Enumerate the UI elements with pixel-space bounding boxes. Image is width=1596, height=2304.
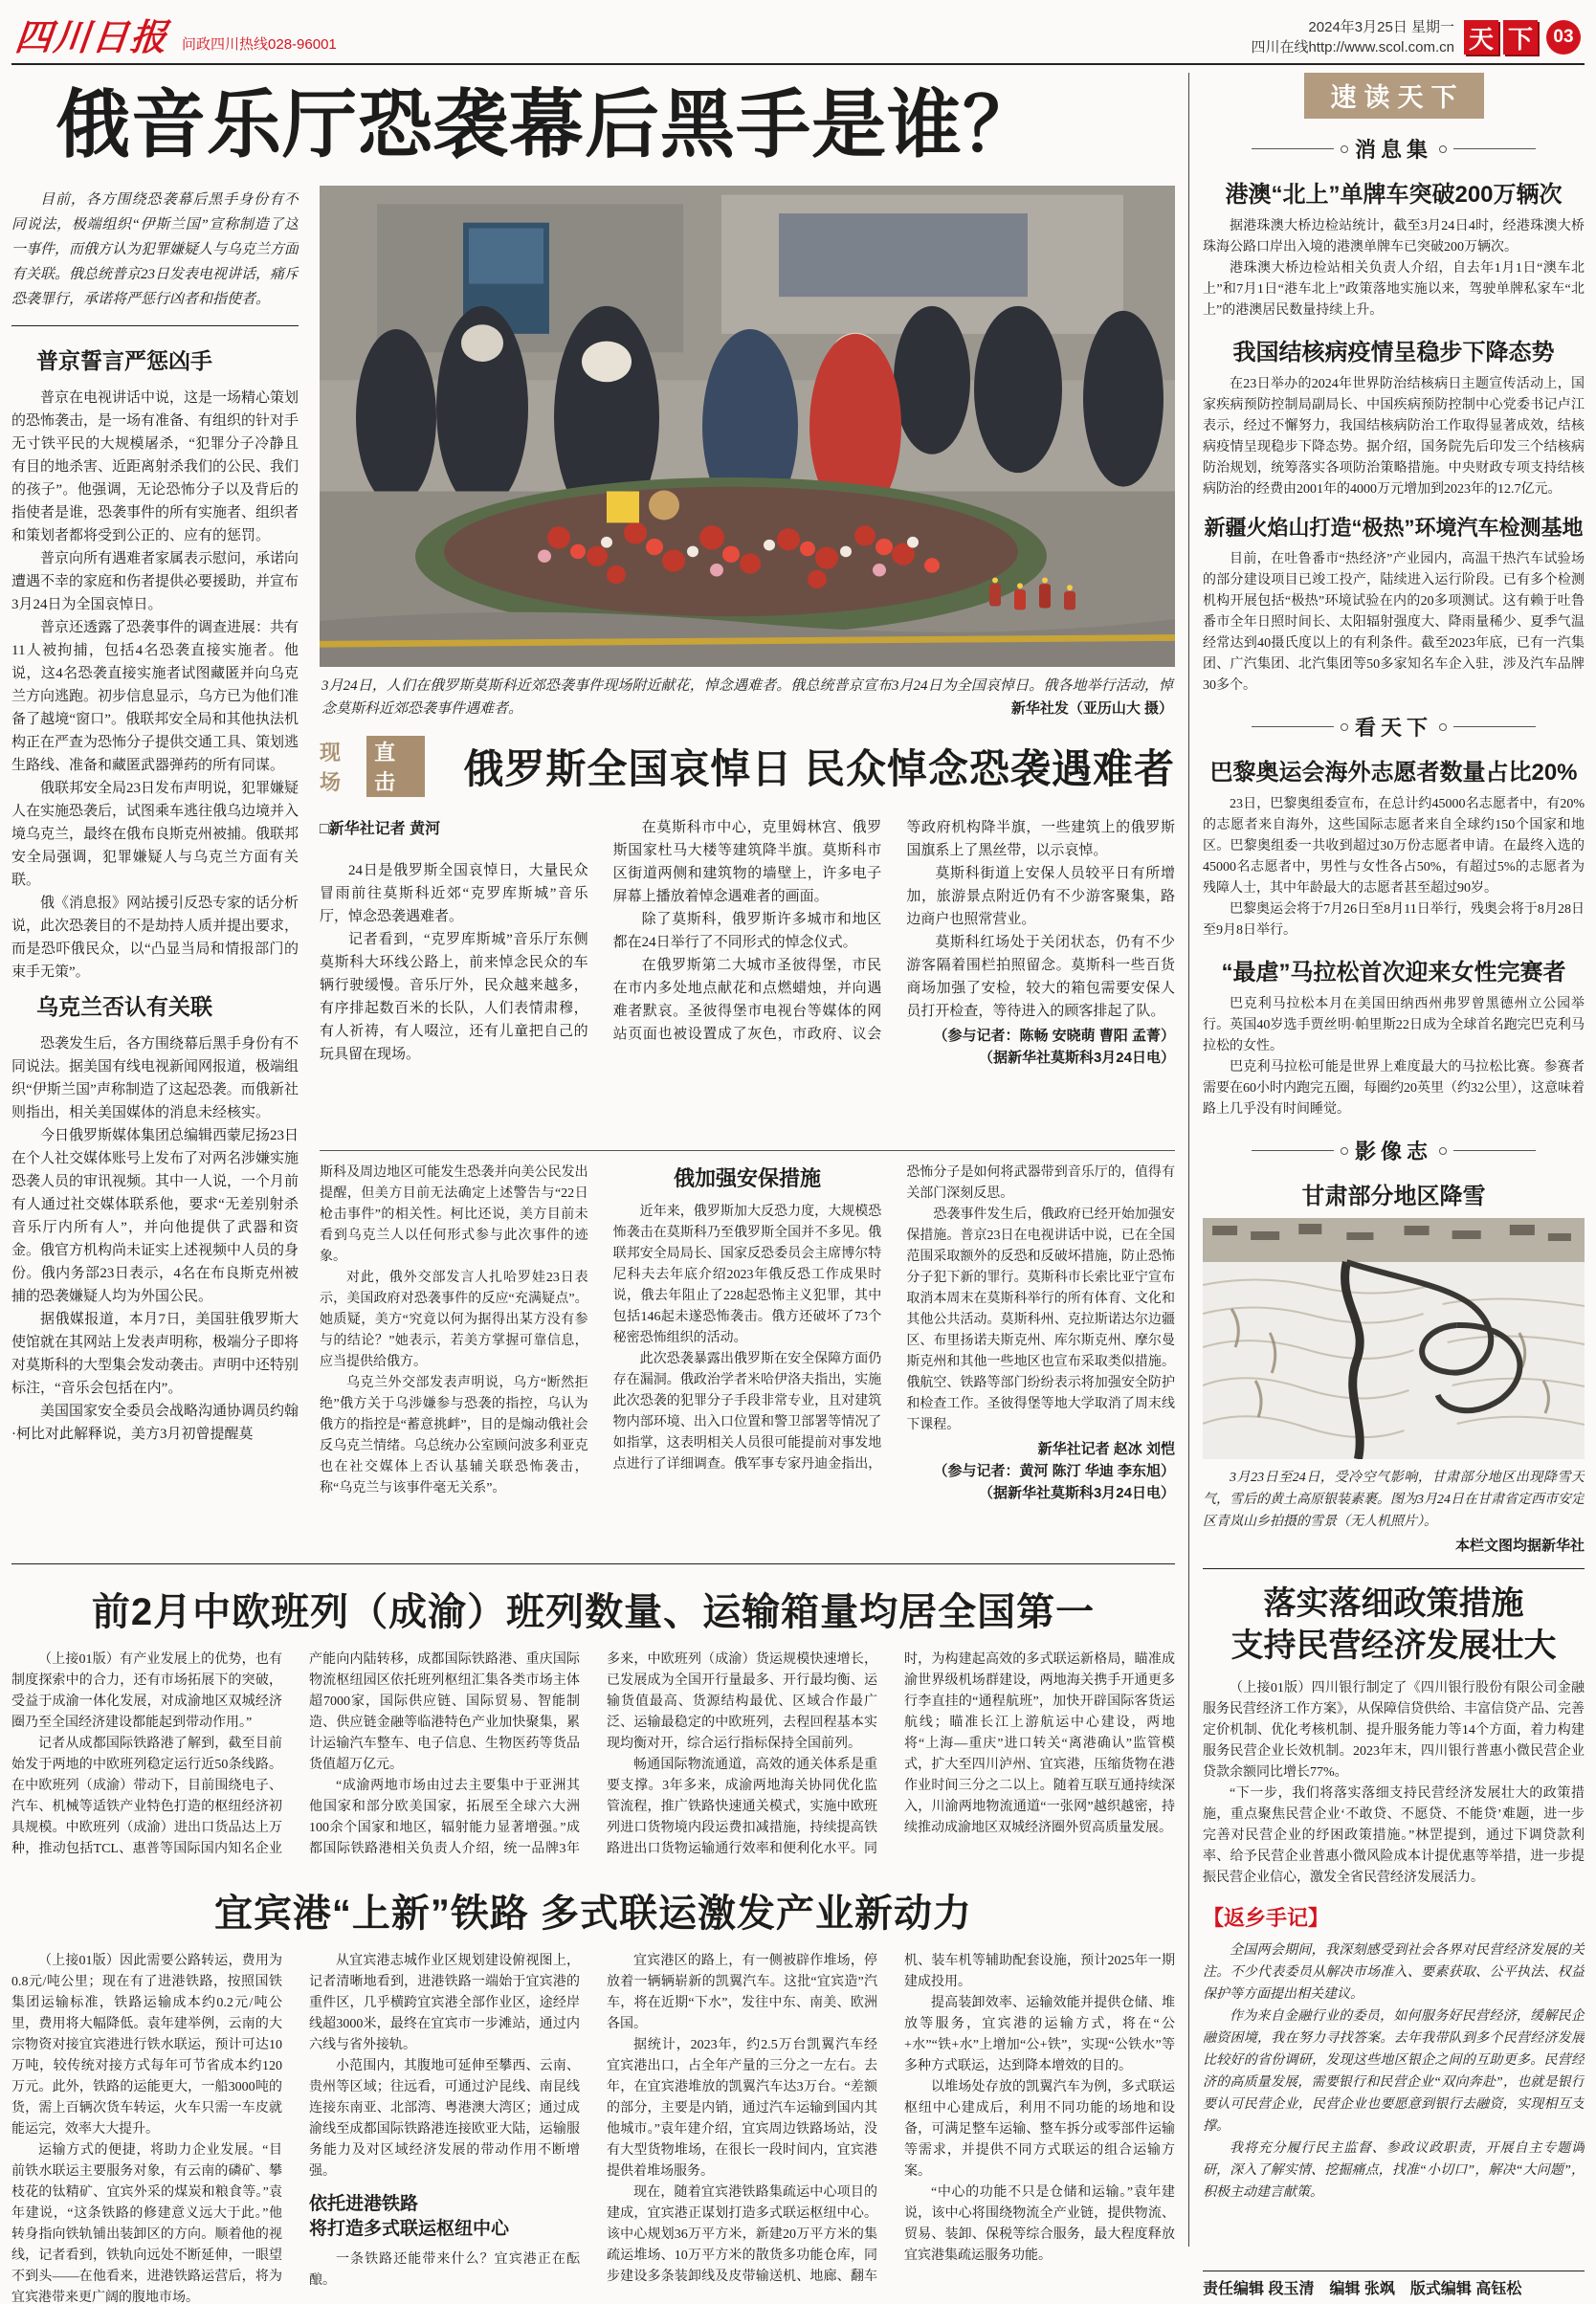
- scene-tag-left: 现场: [320, 741, 344, 795]
- body-paragraph: 近年来，俄罗斯加大反恐力度，大规模恐怖袭击在莫斯科乃至俄罗斯全国并不多见。俄联邦安全局局长、国家反恐委员会主席博尔特尼科夫去年底介绍2023年俄反恐工作成果时说，俄去年阻止了228起恐怖主义犯罪，其中包括146起未遂恐怖袭击。俄方还破坏了73个秘密恐怖组织的活动。: [612, 1205, 882, 1346]
- subhead-security: 俄加强安保措施: [673, 1166, 821, 1191]
- sidebar-footer: [1203, 2271, 1585, 2304]
- bottom-article-port: [11, 1883, 1175, 2304]
- body-paragraph: 提高装卸效率、运输效能并提供仓储、堆放等服务，宜宾港的运输方式，将在“公+水”“铁+水”上增加“公+铁”，实现“公铁水”等多种方式联运，达到降本增效的目的。: [904, 1996, 1175, 2073]
- body-paragraph: 今日俄罗斯媒体集团总编辑西蒙尼扬23日在个人社交媒体账号上发布了对两名涉嫌实施恐袭人员的审讯视频。其中一人说，一个月前有人通过社交媒体联系他，要求“无差别射杀音乐厅内所有人”，并向他提供了武器和资金。俄官方机构尚未证实上述视频中人员的身份。俄内务部23日表示，4名在布良斯克州被捕的恐袭嫌疑人均为外国公民。: [11, 1128, 299, 1304]
- biz-headline-line2: 支持民营经济发展壮大: [1230, 1628, 1557, 1664]
- body-paragraph: 据统计，2023年，约2.5万台凯翼汽车经宜宾港出口，占全年产量的三分之一左右。去年，在宜宾港堆放的凯翼汽车达3万台。“差额的部分，主要是内销，通过汽车运输到国内其他城市。”袁年建介绍，宜宾周边铁路场站，没有大型货物堆场，在很长一段时间内，宜宾港提供着堆场服务。: [607, 2038, 877, 2179]
- subhead-ukraine: 乌克兰否认有关联: [36, 994, 212, 1019]
- body-paragraph: 俄联邦安全局23日发布声明说，犯罪嫌疑人在实施恐袭后，试图乘车逃往俄乌边境并入境乌克兰，最终在俄布良斯克州被捕。俄联邦安全局强调，犯罪嫌疑人与乌克兰方面有关联。: [11, 781, 299, 888]
- body-paragraph: 在23日举办的2024年世界防治结核病日主题宣传活动上，国家疾病预防控制局副局长、中国疾病预防控制中心党委书记卢江表示，经过不懈努力，我国结核病防治工作取得显著成效，结核病疫情呈现稳步下降态势。据介绍，国务院先后印发三个结核病防治规划，统筹落实各项防治策略措施。中央财政专项支持结核病防治的经费由2001年的4000万元增加到2023年的12.7亿元。: [1203, 377, 1585, 497]
- port-subhead-line2: 将打造多式联运枢纽中心: [309, 2219, 510, 2239]
- main-signature-source: （据新华社莫斯科3月24日电）: [978, 1485, 1175, 1502]
- decor-line: [1453, 148, 1536, 149]
- image-story-caption: 3月23日至24日，受冷空气影响，甘肃部分地区出现降雪天气，雪后的黄土高原银装素裹。图为3月24日在甘肃省定西市安定区青岚山乡拍摄的雪景（无人机照片）。: [1203, 1471, 1585, 1529]
- biz-headline: [1203, 1583, 1585, 1667]
- section-badges: [1464, 20, 1581, 55]
- snow-photo: [1203, 1218, 1585, 1459]
- port-subhead-line1: 依托进港铁路: [309, 2194, 419, 2214]
- newspaper-logo: 四川日报: [12, 18, 171, 58]
- port-headline: 宜宾港“上新”铁路 多式联运激发产业新动力: [213, 1893, 973, 1935]
- decor-line: [1453, 1150, 1536, 1151]
- body-paragraph: 小范围内，其腹地可延伸至攀西、云南、贵州等区域；往远看，可通过沪昆线、南昆线连接东南亚、北部湾、粤港澳大湾区；通过成渝线至成都国际铁路港连接欧亚大陆，运输服务能力及对区域经济发展的带动作用不断增强。: [309, 2059, 580, 2179]
- body-paragraph: （上接01版）因此需要公路转运，费用为0.8元/吨公里；现在有了进港铁路，按照国铁集团运输标准，铁路运输成本约0.2元/吨公里，费用将大幅降低。袁年建举例，云南的大宗物资对接宜宾港进行铁水联运，预计可达10万吨，较传统对接方式每年可节省成本约120万元。此外，铁路的运能更大，一船3000吨的货，需上百辆次货车转运，火车只需一车皮就能运完，效率大大提升。: [11, 1954, 282, 2137]
- group-header-world: [1203, 712, 1585, 742]
- port-columns: [11, 1951, 1175, 2304]
- bottom-article-rail: [11, 1582, 1175, 1866]
- decor-dot: [1439, 723, 1447, 731]
- body-paragraph: 恐袭发生后，各方围绕幕后黑手身份有不同说法。据美国有线电视新闻网报道，极端组织“伊斯兰国”声称制造了这起恐袭。而俄新社则指出，相关美国媒体的消息未经核实。: [11, 1036, 299, 1120]
- decor-dot: [1439, 145, 1447, 153]
- issue-date: 2024年3月25日 星期一: [1308, 19, 1454, 35]
- body-paragraph: （上接01版）四川银行制定了《四川银行股份有限公司金融服务民营经济工作方案》，从保障信贷供给、丰富信贷产品、完善定价机制、优化考核机制、提升服务能力等14个方面，着力构建服务民营企业长效机制。2023年末，四川银行普惠小微民营企业贷款余额同比增长77%。: [1203, 1681, 1585, 1780]
- scene-signature-source: （据新华社莫斯科3月24日电）: [978, 1050, 1175, 1067]
- body-paragraph: 恐袭事件发生后，俄政府已经开始加强安保措施。普京23日在电视讲话中说，已在全国范围采取额外的反恐和反破坏措施，防止恐怖分子犯下新的罪行。莫斯科市长索比亚宁宣布取消本周末在莫斯科举行的所有体育、文化和其他公共活动。莫斯科州、克拉斯诺达尔边疆区、布里扬诺夫斯克州、库尔斯克州、摩尔曼斯克州和其他一些地区也宣布采取类似措施。俄航空、铁路等部门纷纷表示将加强安全防护和检查工作。圣彼得堡等地大学取消了周末线下课程。: [906, 1207, 1175, 1433]
- memorial-photo: [320, 186, 1175, 667]
- scene-signature-participants: （参与记者：陈畅 安晓萌 曹阳 孟菁）: [933, 1028, 1175, 1045]
- body-paragraph: 一条铁路还能带来什么？宜宾港正在酝酿。: [309, 2252, 580, 2288]
- scene-article-columns: [320, 816, 1175, 1137]
- image-story-headline: 甘肃部分地区降雪: [1301, 1184, 1486, 1209]
- main-area: [11, 65, 1175, 2304]
- main-headline: 俄音乐厅恐袭幕后黑手是谁？: [55, 82, 1039, 166]
- body-paragraph: 港珠澳大桥边检站相关负责人介绍，自去年1月1日“澳车北上”和7月1日“港车北上”政策落地实施以来，驾驶单牌私家车“北上”的港澳居民数量持续上升。: [1203, 261, 1585, 318]
- group-title: 影像志: [1354, 1140, 1432, 1163]
- body-paragraph: 斯科及周边地区可能发生恐袭并向美公民发出提醒，但美方目前无法确定上述警告与“22日枪击事件”的相关性。柯比还说，美方目前未看到乌克兰人以任何形式参与此次事件的迹象。: [320, 1165, 588, 1265]
- body-paragraph: 莫斯科街道上安保人员较平日有所增加，旅游景点附近仍有不少游客聚集，路边商户也照常营业。: [906, 866, 1175, 928]
- scene-tag-right: 直击: [366, 736, 425, 797]
- scene-byline: □新华社记者 黄河: [320, 821, 441, 838]
- body-paragraph: 普京在电视讲话中说，这是一场精心策划的恐怖袭击，是一场有准备、有组织的针对手无寸铁平民的大规模屠杀，“犯罪分子冷静且有目的地杀害、近距离射杀我们的公民、我们的孩子”。他强调，无论恐怖分子以及背后的指使者是谁，恐袭事件的所有实施者、组织者和策划者都将受到公正的、应有的惩罚。: [11, 390, 299, 543]
- news-headline: “最虐”马拉松首次迎来女性完赛者: [1221, 960, 1566, 986]
- body-paragraph: 对此，俄外交部发言人扎哈罗娃23日表示，美国政府对恐袭事件的反应“充满疑点”。她质疑，美方“究竟以何为据得出某方没有参与的结论？”她表示，若美方掌握可靠信息，应当提供给俄方。: [320, 1271, 588, 1370]
- lead-paragraph: 目前，各方围绕恐袭幕后黑手身份有不同说法，极端组织“伊斯兰国”宣称制造了这一事件，而俄方认为犯罪嫌疑人与乌克兰方面有关联。俄总统普京23日发表电视讲话，痛斥恐袭罪行，承诺将严惩行凶者和指使者。: [11, 192, 299, 307]
- main-article-left-column: [11, 186, 299, 1552]
- news-headline: 巴黎奥运会海外志愿者数量占比20%: [1209, 760, 1578, 786]
- body-paragraph: 记者从成都国际铁路港了解到，截至目前始发于两地的中欧班列稳定运行近50条线路。在中欧班列（成渝）带动下，目前围绕电子、汽车、机械等适铁产业特色打造的枢纽经济初具规模。中欧班列（成渝）进出口货品达上万种，推动包括TCL、惠普等国际国内知名企业产能向内陆转移，成都国际铁路港、重庆国际物流枢纽园区依托班列枢纽汇集各类市场主体超7000家，国际供应链、国际贸易、智能制造、供应链金融等临港特色产业加快聚集，累计运输汽车整车、电子信息、生物医药等货品货值超万亿元。: [11, 1652, 580, 1856]
- section-badge-char2: 下: [1503, 20, 1538, 55]
- body-paragraph: 现在，随着宜宾港铁路集疏运中心项目的建成，宜宾港正谋划打造多式联运枢纽中心。该中心规划36万平方米，新建20万平方米的集疏运堆场、10万平方米的散货多功能仓库，同步建设多条装卸线及皮带输送机、地廊、翻车机、装车机等辅助配套设施，预计2025年一期建成投用。: [607, 1954, 1175, 2284]
- bottom-section-rule: [11, 1563, 1175, 1564]
- body-paragraph: 在俄罗斯第二大城市圣彼得堡，市民在市内多处地点献花和点燃蜡烛，并向遇难者默哀。圣彼得堡市电视台等媒体的网站页面也被设置成了灰色，市政府、议会等政府机构降半旗，一些建筑上的俄罗斯国旗系上了黑丝带，以示哀悼。: [612, 820, 1175, 1043]
- group-header-news: [1203, 134, 1585, 164]
- sidebar: [1203, 65, 1585, 2304]
- body-paragraph: 24日是俄罗斯全国哀悼日，大量民众冒雨前往莫斯科近郊“克罗库斯城”音乐厅，悼念恐袭遇难者。: [320, 863, 588, 925]
- body-paragraph: 畅通国际物流通道，高效的通关体系是重要支撑。3年多来，成渝两地海关协同优化监管流程，推广铁路快速通关模式，实施中欧班列进口货物境内段运费扣减措施，持续提高铁路进出口货物运输通行效率和便利化水平。同时，为构建起高效的多式联运新格局，瞄准成渝世界级机场群建设，两地海关携手开通更多行李直挂的“通程航班”，加快开辟国际客货运航线；瞄准长江上游航运中心建设，两地将“上海—重庆”进口转关“离港确认”监管模式，扩大至四川泸州、宜宾港，压缩货物在港作业时间三分之二以上。随着互联互通持续深入，川渝两地物流通道“一张网”越织越密，持续推动成渝地区双城经济圈外贸高质量发展。: [607, 1652, 1175, 1856]
- sidebar-article-rule: [1203, 1568, 1585, 1569]
- footer-editors: 责任编辑 段玉清 编辑 张飒 版式编辑 高钰松: [1203, 2281, 1522, 2297]
- body-paragraph: “成渝两地市场由过去主要集中于亚洲其他国家和部分欧美国家，拓展至全球六大洲100余个国家和地区，辐射能力显著增强。”成都国际铁路港相关负责人介绍，统一品牌3年多来，中欧班列（成渝）货运规模快速增长，已发展成为全国开行量最多、开行最均衡、运输货值最高、货源结构最优、区域合作最广泛、运输最稳定的中欧班列，去程回程基本实现均衡对开，综合运行指标保持全国前列。: [309, 1652, 877, 1856]
- body-paragraph: 23日，巴黎奥组委宣布，在总计约45000名志愿者中，有20%的志愿者来自海外，这些国际志愿者来自全球约150个国家和地区。巴黎奥组委一共收到超过30万份志愿者申请。在最终入选的45000名志愿者中，男性与女性各占50%，有超过5%的志愿者为残障人士，其中年龄最大的志愿者甚至超过90岁。: [1203, 797, 1585, 896]
- decor-line: [1252, 148, 1334, 149]
- body-paragraph: 巴黎奥运会将于7月26日至8月11日举行，残奥会将于8月28日至9月8日举行。: [1203, 902, 1585, 938]
- body-paragraph: 除了莫斯科，俄罗斯许多城市和地区都在24日举行了不同形式的悼念仪式。: [612, 912, 882, 951]
- group-header-image: [1203, 1136, 1585, 1165]
- main-signature-reporter: 新华社记者 赵冰 刘恺: [1037, 1441, 1175, 1458]
- scene-bottom-rule: [320, 1150, 1175, 1151]
- decor-line: [1252, 726, 1334, 727]
- port-subhead: [309, 2192, 580, 2242]
- news-headline: 新疆火焰山打造“极热”环境汽车检测基地: [1204, 516, 1584, 540]
- body-paragraph: 乌克兰外交部发表声明说，乌方“断然拒绝”俄方关于乌涉嫌参与恐袭的指控，乌认为俄方的指控是“蓄意挑衅”，目的是煽动俄社会反乌克兰情绪。乌总统办公室顾问波多利亚克也在社交媒体上否认基辅关联恐怖袭击，称“乌克兰与该事件毫无关系”。: [320, 1376, 588, 1496]
- photo-zone: [320, 186, 1175, 1552]
- body-paragraph: 运输方式的便捷，将助力企业发展。“目前铁水联运主要服务对象，有云南的磷矿、攀枝花的钛精矿、宜宾外采的煤炭和粮食等。”袁年建说，“这条铁路的修建意义远大于此。”他转身指向铁轨铺出装卸区的方向。顺着他的视线，记者看到，铁轨向远处不断延伸，一眼望不到头——在他看来，进港铁路运营后，将为宜宾港带来更广阔的腹地市场。: [11, 2143, 282, 2304]
- masthead-left: [12, 18, 337, 58]
- decor-line: [1252, 1150, 1334, 1151]
- body-paragraph: 目前，在吐鲁番市“热经济”产业园内，高温干热汽车试验场的部分建设项目已竣工投产，陆续进入运行阶段。已有多个检测机构开展包括“极热”环境试验在内的20多项测试。这有赖于吐鲁番市全年日照时间长、太阳辐射强度大、降雨量稀少、夏季气温经常达到40摄氏度以上的有利条件。截至2023年底，已有一汽集团、广汽集团、北汽集团等50多家知名车企入驻，涉及汽车品牌30多个。: [1203, 552, 1585, 693]
- image-story-credit: 本栏文图均据新华社: [1454, 1538, 1585, 1554]
- body-paragraph: 巴克利马拉松本月在美国田纳西州弗罗曾黑德州立公园举行。英国40岁选手贾丝明·帕里斯22日成为全球首名跑完巴克利马拉松的女性。: [1203, 997, 1585, 1053]
- section-divider: [11, 325, 299, 326]
- decor-dot: [1341, 1147, 1348, 1155]
- body-paragraph: 在莫斯科市中心，克里姆林宫、俄罗斯国家杜马大楼等建筑降半旗。莫斯科市区街道两侧和建筑物的墙壁上，许多电子屏幕上播放着悼念遇难者的画面。: [612, 820, 882, 905]
- scene-article-header: [320, 736, 1175, 797]
- body-paragraph: 据俄媒报道，本月7日，美国驻俄罗斯大使馆就在其网站上发表声明称，极端分子即将对莫斯科的大型集会发动袭击。声明中还特别标注，“音乐会包括在内”。: [11, 1312, 299, 1396]
- note-paragraph: 全国两会期间，我深刻感受到社会各界对民营经济发展的关注。不少代表委员从解决市场准入、要素获取、公平执法、权益保护等方面提出相关建议。: [1203, 1943, 1585, 2002]
- page-number-badge: 03: [1546, 20, 1581, 55]
- top-zone: [11, 186, 1175, 1552]
- body-paragraph: 俄《消息报》网站援引反恐专家的话分析说，此次恐袭目的不是劫持人质并提出要求，而是恐吓俄民众，以“凸显当局和情报部门的束手无策”。: [11, 896, 299, 980]
- body-paragraph: 巴克利马拉松可能是世界上难度最大的马拉松比赛。参赛者需要在60小时内跑完五圈，每圈约20英里（约32公里），这意味着路上几乎没有时间睡觉。: [1203, 1060, 1585, 1117]
- site-url: 四川在线http://www.scol.com.cn: [1251, 39, 1454, 55]
- subhead-putin: 普京誓言严惩凶手: [36, 348, 212, 373]
- body-paragraph: 以堆场处存放的凯翼汽车为例，多式联运枢纽中心建成后，利用不同功能的场地和设备，可满足整车运输、整车拆分或零部件运输等需求，并提供不同方式联运的组合运输方案。: [904, 2080, 1175, 2179]
- scene-headline: 俄罗斯全国哀悼日 民众悼念恐袭遇难者: [463, 746, 1175, 792]
- body-paragraph: （上接01版）有产业发展上的优势，也有制度探索中的合力，还有市场拓展下的突破，受益于成渝一体化发展，对成渝地区双城经济圈乃至全国经济建设都能起到带动作用。”: [11, 1652, 282, 1730]
- rail-headline: 前2月中欧班列（成渝）班列数量、运输箱量均居全国第一: [91, 1591, 1096, 1633]
- body-paragraph: 莫斯科红场处于关闭状态，仍有不少游客隔着围栏拍照留念。莫斯科一些百货商场加强了安检，较大的箱包需要安保人员打开检查，等待进入的顾客排起了队。: [906, 935, 1175, 1020]
- scene-tag: [320, 736, 425, 797]
- body-paragraph: 普京还透露了恐袭事件的调查进展：共有11人被拘捕，包括4名恐袭直接实施者。他说，这4名恐袭直接实施者试图藏匿并向乌克兰方向逃跑。初步信息显示，乌方已为他们准备了越境“窗口”。俄联邦安全局和其他执法机构正在严查为恐怖分子提供交通工具、策划逃生路线、准备和藏匿武器弹药的所有同谋。: [11, 620, 299, 773]
- body-paragraph: 宜宾港区的路上，有一侧被辟作堆场，停放着一辆辆崭新的凯翼汽车。这批“宜宾造”汽车，将在近期“下水”，发往中东、南美、欧洲各国。: [607, 1954, 877, 2031]
- sidebar-title-box: 速读天下: [1304, 73, 1484, 119]
- decor-dot: [1341, 723, 1348, 731]
- section-badge-char1: 天: [1464, 20, 1498, 55]
- hotline-text: 问政四川热线028-96001: [182, 36, 337, 53]
- continuation-columns: [320, 1163, 1175, 1552]
- issue-info: [1251, 17, 1454, 57]
- photo-caption-text: 3月24日，人们在俄罗斯莫斯科近郊恐袭事件现场附近献花，悼念遇难者。俄总统普京宣布3月24日为全国哀悼日。俄各地举行活动，悼念莫斯科近郊恐袭事件遇难者。: [321, 678, 1173, 718]
- photo-credit: 新华社发（亚历山大 摄）: [1010, 700, 1173, 718]
- body-paragraph: 普京向所有遇难者家属表示慰问，承诺向遭遇不幸的家庭和伤者提供必要援助，并宣布3月24日为全国哀悼日。: [11, 551, 299, 612]
- body-paragraph: 从宜宾港志城作业区规划建设俯视图上，记者清晰地看到，进港铁路一端始于宜宾港的重件区，几乎横跨宜宾港全部作业区，途经岸线超3000米，最终在宜宾市一步滩站，通过内六线与省外接轨。: [309, 1954, 580, 2052]
- biz-headline-line1: 落实落细政策措施: [1263, 1585, 1524, 1622]
- group-title: 消息集: [1354, 138, 1432, 162]
- news-headline: 我国结核病疫情呈稳步下降态势: [1232, 340, 1555, 366]
- rail-columns: [11, 1650, 1175, 1866]
- decor-dot: [1439, 1147, 1447, 1155]
- masthead: [11, 0, 1585, 63]
- decor-line: [1453, 726, 1536, 727]
- group-title: 看天下: [1354, 716, 1432, 740]
- main-sidebar-divider: [1188, 73, 1189, 2247]
- body-paragraph: 此次恐袭暴露出俄罗斯在安全保障方面仍存在漏洞。俄政治学者米哈伊洛夫指出，实施此次恐袭的犯罪分子手段非常专业，且对建筑物内部环境、出入口位置和警卫部署等情况了如指掌，这表明相关人员很可能提前对事发地点进行了详细调查。俄军事专家丹迪金指出，恐怖分子是如何将武器带到音乐厅的，值得有关部门深刻反思。: [612, 1165, 1175, 1473]
- body-paragraph: 美国国家安全委员会战略沟通协调员约翰·柯比对此解释说，美方3月初曾提醒莫: [11, 1404, 299, 1442]
- note-tag: 【返乡手记】: [1203, 1906, 1330, 1930]
- note-paragraph: 我将充分履行民主监督、参政议政职责，开展自主专题调研，深入了解实情、挖掘痛点，找准“小切口”，解决“大问题”，积极主动建言献策。: [1203, 2141, 1585, 2200]
- masthead-right: [1251, 17, 1581, 57]
- main-signature-participants: （参与记者：黄河 陈汀 华迪 李东旭）: [933, 1463, 1175, 1480]
- page-content: [11, 65, 1585, 2304]
- decor-dot: [1341, 145, 1348, 153]
- body-paragraph: 记者看到，“克罗库斯城”音乐厅东侧莫斯科大环线公路上，前来悼念民众的车辆行驶缓慢。音乐厅外，民众越来越多，有序排起数百米的长队，人们表情肃穆，有人祈祷，有人啜泣，还有儿童把自己的玩具留在现场。: [320, 932, 588, 1063]
- body-paragraph: “下一步，我们将落实落细支持民营经济发展壮大的政策措施，重点聚焦民营企业‘不敢贷、不愿贷、不能贷’难题，进一步完善对民营企业的纾困政策措施。”林罡提到，通过下调贷款利率、给予民营企业普惠小微风险成本计提优惠等举措，进一步提振民营企业信心，激发全省民营经济发展活力。: [1203, 1786, 1585, 1885]
- body-paragraph: 据港珠澳大桥边检站统计，截至3月24日4时，经港珠澳大桥珠海公路口岸出入境的港澳单牌车已突破200万辆次。: [1203, 219, 1585, 255]
- body-paragraph: “中心的功能不只是仓储和运输。”袁年建说，该中心将围绕物流全产业链，提供物流、贸易、装卸、保税等综合服务，最大程度释放宜宾港集疏运服务功能。: [904, 2185, 1175, 2263]
- photo-caption: [321, 675, 1173, 720]
- news-headline: 港澳“北上”单牌车突破200万辆次: [1225, 182, 1563, 208]
- note-paragraph: 作为来自金融行业的委员，如何服务好民营经济，缓解民企融资困境，我在努力寻找答案。去年我带队到多个民营经济发展比较好的省份调研，发现这些地区银企之间的互助更多。民营经济的高质量发展，需要银行和民营企业“双向奔赴”，也就是银行要认可民营企业，民营企业也要愿意到银行去融资，实现相互支撑。: [1203, 2009, 1585, 2134]
